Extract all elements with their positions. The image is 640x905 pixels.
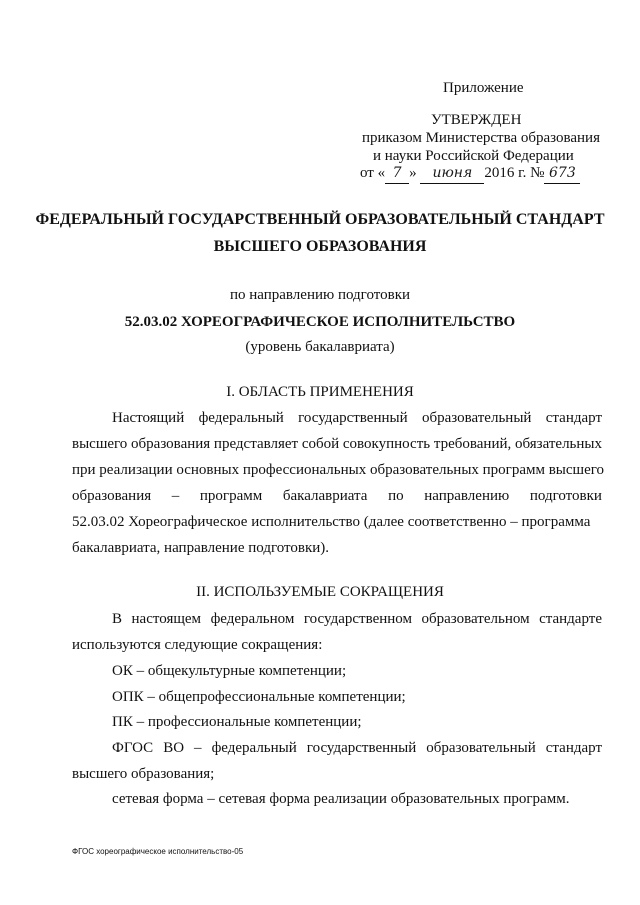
- direction-code-name: 52.03.02 ХОРЕОГРАФИЧЕСКОЕ ИСПОЛНИТЕЛЬСТВО: [124, 314, 516, 330]
- abbrev-fgos-line-1: [112, 740, 602, 757]
- word: федеральный: [198, 410, 284, 426]
- approved-label: УТВЕРЖДЕН: [431, 112, 522, 128]
- date-mid: »: [409, 165, 417, 181]
- document-title-line-2: ВЫСШЕГО ОБРАЗОВАНИЯ: [213, 238, 427, 255]
- section-2-intro-line-1: [112, 611, 602, 628]
- order-year: 2016 г. №: [484, 165, 545, 181]
- word: образования: [72, 488, 152, 504]
- order-number: 673: [544, 164, 580, 184]
- abbrev-pk: ПК – профессиональные компетенции;: [112, 714, 362, 730]
- word: федеральный: [211, 740, 297, 756]
- word: стандарт: [545, 740, 602, 756]
- section-1-line-6: бакалавриата, направление подготовки).: [72, 540, 330, 556]
- appendix-label: Приложение: [443, 80, 524, 96]
- word: Настоящий: [112, 410, 185, 426]
- word: образовательный: [421, 410, 532, 426]
- section-1-heading: I. ОБЛАСТЬ ПРИМЕНЕНИЯ: [226, 384, 414, 400]
- section-2-intro-line-2: используются следующие сокращения:: [72, 637, 323, 653]
- word: образовательный: [426, 740, 536, 756]
- order-day: 7: [385, 164, 409, 184]
- document-title-line-1: ФЕДЕРАЛЬНЫЙ ГОСУДАРСТВЕННЫЙ ОБРАЗОВАТЕЛЬНЫЙ СТАНДАРТ: [35, 211, 605, 228]
- word: стандарте: [539, 611, 602, 627]
- section-1-line-2: высшего образования представляет собой совокупность требований, обязательных: [72, 436, 602, 452]
- page-footer: ФГОС хореографическое исполнительство-05: [72, 847, 244, 856]
- education-level: (уровень бакалавриата): [245, 339, 395, 355]
- section-2-heading: II. ИСПОЛЬЗУЕМЫЕ СОКРАЩЕНИЯ: [196, 584, 444, 600]
- word: по: [388, 488, 404, 504]
- word: –: [171, 488, 180, 504]
- word: ВО: [163, 740, 185, 756]
- word: стандарт: [545, 410, 602, 426]
- word: федеральном: [210, 611, 295, 627]
- word: –: [194, 740, 202, 756]
- direction-label: по направлению подготовки: [229, 287, 411, 303]
- word: государственном: [303, 611, 412, 627]
- word: настоящем: [131, 611, 202, 627]
- abbrev-fgos-line-2: высшего образования;: [72, 766, 215, 782]
- word: образовательном: [421, 611, 530, 627]
- section-1-line-3: при реализации основных профессиональных образовательных программ высшего: [72, 462, 605, 478]
- order-date-line: [360, 164, 580, 184]
- abbrev-ok: ОК – общекультурные компетенции;: [112, 663, 347, 679]
- word: ФГОС: [112, 740, 154, 756]
- word: программ: [199, 488, 263, 504]
- word: бакалавриата: [282, 488, 368, 504]
- abbrev-opk: ОПК – общепрофессиональные компетенции;: [112, 689, 406, 705]
- word: В: [112, 611, 123, 627]
- word: государственный: [298, 410, 408, 426]
- word: государственный: [306, 740, 417, 756]
- word: направлению: [424, 488, 510, 504]
- section-1-line-1: [112, 410, 602, 427]
- abbrev-network: сетевая форма – сетевая форма реализации образовательных программ.: [112, 791, 570, 807]
- section-1-line-5: 52.03.02 Хореографическое исполнительство (далее соответственно – программа: [72, 514, 591, 530]
- section-1-line-4: [72, 488, 602, 505]
- order-line-1: приказом Министерства образования: [362, 130, 600, 146]
- word: подготовки: [529, 488, 602, 504]
- order-month: июня: [420, 164, 484, 184]
- date-prefix: от «: [360, 165, 386, 181]
- order-line-2: и науки Российской Федерации: [373, 148, 574, 164]
